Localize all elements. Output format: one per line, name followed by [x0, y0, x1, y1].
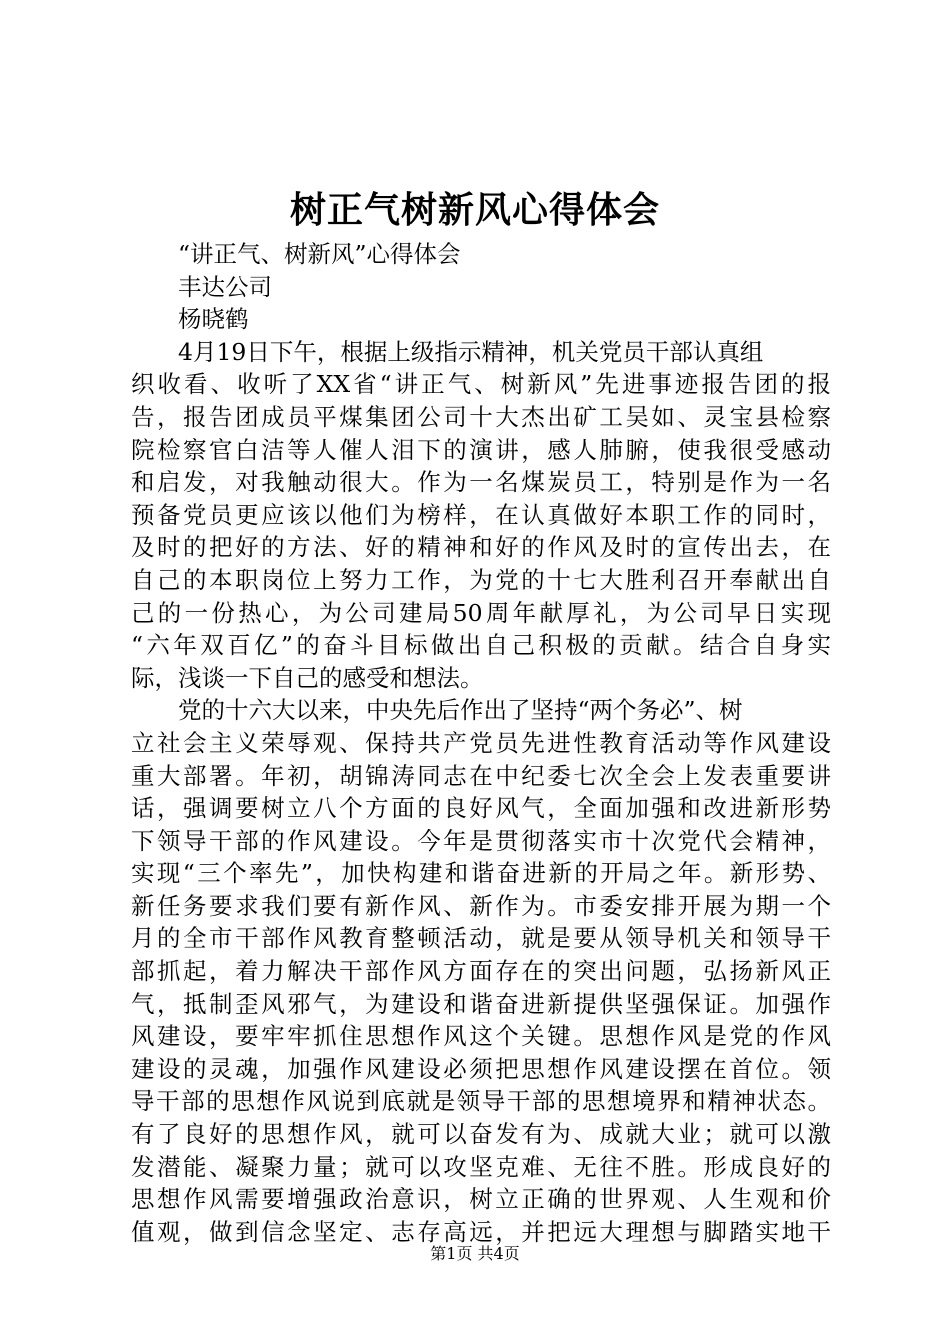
text-line: 及时的把好的方法、好的精神和好的作风及时的宣传出去，在 — [131, 533, 831, 562]
text-line: 有了良好的思想作风，就可以奋发有为、成就大业；就可以激 — [131, 1120, 831, 1149]
text-line: 发潜能、凝聚力量；就可以攻坚克难、无往不胜。形成良好的 — [131, 1152, 831, 1181]
document-body — [131, 238, 831, 1248]
document-title: 树正气树新风心得体会 — [289, 189, 660, 231]
text-line: 新任务要求我们要有新作风、新作为。市委安排开展为期一个 — [131, 891, 831, 920]
text-line: 党的十六大以来，中央先后作出了坚持“两个务必”、树 — [178, 696, 743, 725]
text-line: 思想作风需要增强政治意识，树立正确的世界观、人生观和价 — [131, 1185, 831, 1214]
text-line: 杨晓鹤 — [178, 305, 249, 334]
text-line: 部抓起，着力解决干部作风方面存在的突出问题，弘扬新风正 — [131, 957, 831, 986]
text-line: 立社会主义荣辱观、保持共产党员先进性教育活动等作风建设 — [131, 728, 831, 757]
text-line: 院检察官白洁等人催人泪下的演讲，感人肺腑，使我很受感动 — [131, 435, 831, 464]
text-line: 值观，做到信念坚定、志存高远，并把远大理想与脚踏实地干 — [131, 1217, 831, 1246]
text-line: 际，浅谈一下自己的感受和想法。 — [131, 663, 484, 692]
text-line: 丰达公司 — [178, 272, 272, 301]
text-line: 和启发，对我触动很大。作为一名煤炭员工，特别是作为一名 — [131, 468, 831, 497]
text-line: “六年双百亿”的奋斗目标做出自己积极的贡献。结合自身实 — [131, 631, 831, 660]
text-line: 告，报告团成员平煤集团公司十大杰出矿工吴如、灵宝县检察 — [131, 402, 831, 431]
text-line: “讲正气、树新风”心得体会 — [178, 240, 461, 268]
text-line: 月的全市干部作风教育整顿活动，就是要从领导机关和领导干 — [131, 924, 831, 953]
text-line: 4月19日下午，根据上级指示精神，机关党员干部认真组 — [178, 337, 764, 366]
text-line: 建设的灵魂，加强作风建设必须把思想作风建设摆在首位。领 — [131, 1054, 831, 1083]
text-line: 己的一份热心，为公司建局50周年献厚礼，为公司早日实现 — [131, 598, 831, 627]
text-line: 下领导干部的作风建设。今年是贯彻落实市十次党代会精神， — [131, 826, 831, 855]
text-line: 风建设，要牢牢抓住思想作风这个关键。思想作风是党的作风 — [131, 1022, 831, 1051]
text-line: 预备党员更应该以他们为榜样，在认真做好本职工作的同时， — [131, 500, 831, 529]
text-line: 导干部的思想作风说到底就是领导干部的思想境界和精神状态。 — [131, 1087, 831, 1116]
text-line: 重大部署。年初，胡锦涛同志在中纪委七次全会上发表重要讲 — [131, 761, 831, 790]
text-line: 织收看、收听了XX省“讲正气、树新风”先进事迹报告团的报 — [131, 370, 831, 399]
text-line: 话，强调要树立八个方面的良好风气，全面加强和改进新形势 — [131, 794, 831, 823]
page-number: 第1页 共4页 — [430, 1244, 520, 1263]
text-line: 实现“三个率先”，加快构建和谐奋进新的开局之年。新形势、 — [131, 859, 831, 888]
text-line: 自己的本职岗位上努力工作，为党的十七大胜利召开奉献出自 — [131, 565, 831, 594]
text-line: 气，抵制歪风邪气，为建设和谐奋进新提供坚强保证。加强作 — [131, 989, 831, 1018]
